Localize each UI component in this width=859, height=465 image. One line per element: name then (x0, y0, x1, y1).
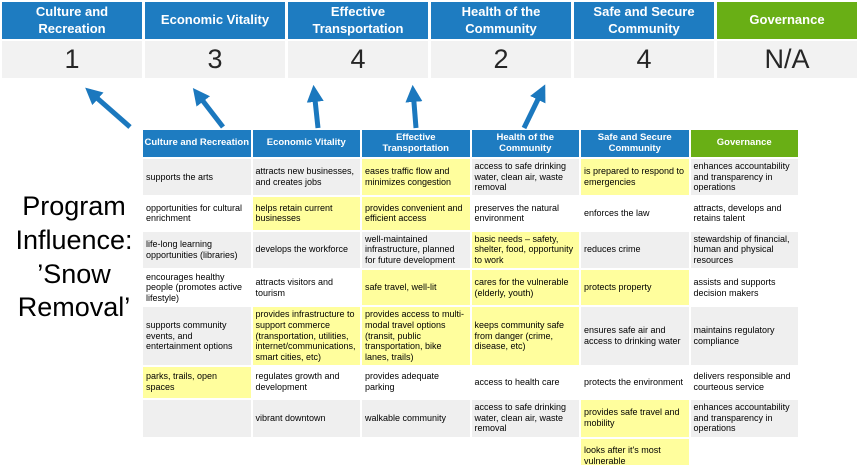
score-economic-vitality: 3 (145, 41, 285, 78)
table-cell-highlighted: provides access to multi-modal travel options (transit, public transportation, bike lanes, trails) (362, 307, 470, 364)
column-header-safe-and-secure-community: Safe and Secure Community (581, 130, 689, 157)
table-cell-highlighted: cares for the vulnerable (elderly, youth) (472, 270, 580, 306)
column-header-governance: Governance (691, 130, 799, 157)
table-cell: access to health care (472, 367, 580, 398)
table-cell: walkable community (362, 400, 470, 437)
column-header-culture-and-recreation: Culture and Recreation (143, 130, 251, 157)
column-header-health-of-the-community: Health of the Community (472, 130, 580, 157)
table-cell: stewardship of financial, human and physical resources (691, 232, 799, 268)
table-cell: reduces crime (581, 232, 689, 268)
arrow-up-icon (314, 90, 318, 128)
table-row (143, 232, 798, 268)
arrow-up-icon (196, 92, 223, 127)
table-cell (362, 439, 470, 465)
arrow-up-icon (89, 91, 130, 127)
table-cell: vibrant downtown (253, 400, 361, 437)
table-cell-highlighted: provides safe travel and mobility (581, 400, 689, 437)
table-cell: supports community events, and entertainment options (143, 307, 251, 364)
table-cell: attracts visitors and tourism (253, 270, 361, 306)
table-cell: ensures safe air and access to drinking water (581, 307, 689, 364)
table-cell-highlighted: keeps community safe from danger (crime, disease, etc) (472, 307, 580, 364)
table-cell: access to safe drinking water, clean air, waste removal (472, 400, 580, 437)
arrow-up-icon (413, 90, 416, 128)
table-cell-highlighted: helps retain current businesses (253, 197, 361, 230)
table-cell-highlighted: basic needs – safety, shelter, food, opportunity to work (472, 232, 580, 268)
table-cell: well-maintained infrastructure, planned for future development (362, 232, 470, 268)
score-culture-and-recreation: 1 (2, 41, 142, 78)
table-cell: life-long learning opportunities (libraries) (143, 232, 251, 268)
table-cell: access to safe drinking water, clean air, waste removal (472, 159, 580, 195)
table-row (143, 400, 798, 437)
summary-header-row (2, 2, 857, 39)
table-cell: assists and supports decision makers (691, 270, 799, 306)
table-cell (472, 439, 580, 465)
table-cell-highlighted: is prepared to respond to emergencies (581, 159, 689, 195)
table-row (143, 159, 798, 195)
table-cell-highlighted: provides infrastructure to support commerce (transportation, utilities, internet/communications, smart cities, etc) (253, 307, 361, 364)
table-cell: delivers responsible and courteous service (691, 367, 799, 398)
table-cell: enhances accountability and transparency in operations (691, 400, 799, 437)
table-cell: attracts new businesses, and creates jobs (253, 159, 361, 195)
table-cell-highlighted: protects property (581, 270, 689, 306)
table-cell: protects the environment (581, 367, 689, 398)
table-cell-highlighted: looks after it's most vulnerable (581, 439, 689, 465)
table-cell (143, 439, 251, 465)
table-cell (691, 439, 799, 465)
summary-score-row (2, 41, 857, 78)
program-influence-title: Program Influence: ’Snow Removal’ (15, 191, 133, 323)
table-cell: maintains regulatory compliance (691, 307, 799, 364)
table-row (143, 367, 798, 398)
column-header-economic-vitality: Economic Vitality (253, 130, 361, 157)
table-cell: attracts, develops and retains talent (691, 197, 799, 230)
table-cell: preserves the natural environment (472, 197, 580, 230)
table-row (143, 270, 798, 306)
category-box-governance: Governance (717, 2, 857, 39)
table-cell: supports the arts (143, 159, 251, 195)
table-cell: enforces the law (581, 197, 689, 230)
table-cell-highlighted: provides convenient and efficient access (362, 197, 470, 230)
table-row (143, 439, 798, 465)
table-cell-highlighted: safe travel, well-lit (362, 270, 470, 306)
table-cell: develops the workforce (253, 232, 361, 268)
table-cell-highlighted: parks, trails, open spaces (143, 367, 251, 398)
influence-matrix-table (141, 128, 800, 465)
table-cell (253, 439, 361, 465)
score-health-of-the-community: 2 (431, 41, 571, 78)
score-safe-and-secure-community: 4 (574, 41, 714, 78)
matrix-body (143, 159, 798, 465)
category-box-culture-and-recreation: Culture and Recreation (2, 2, 142, 39)
column-header-effective-transportation: Effective Transportation (362, 130, 470, 157)
table-cell (143, 400, 251, 437)
table-cell: encourages healthy people (promotes active lifestyle) (143, 270, 251, 306)
table-cell-highlighted: eases traffic flow and minimizes congestion (362, 159, 470, 195)
table-cell: regulates growth and development (253, 367, 361, 398)
table-row (143, 307, 798, 364)
table-cell: enhances accountability and transparency in operations (691, 159, 799, 195)
score-effective-transportation: 4 (288, 41, 428, 78)
table-cell: provides adequate parking (362, 367, 470, 398)
score-governance: N/A (717, 41, 857, 78)
arrow-up-icon (524, 89, 543, 128)
table-row (143, 197, 798, 230)
category-box-health-of-the-community: Health of the Community (431, 2, 571, 39)
influence-arrows (0, 80, 859, 130)
category-box-effective-transportation: Effective Transportation (288, 2, 428, 39)
category-box-safe-and-secure-community: Safe and Secure Community (574, 2, 714, 39)
table-cell: opportunities for cultural enrichment (143, 197, 251, 230)
category-box-economic-vitality: Economic Vitality (145, 2, 285, 39)
matrix-header-row-el (143, 130, 798, 157)
